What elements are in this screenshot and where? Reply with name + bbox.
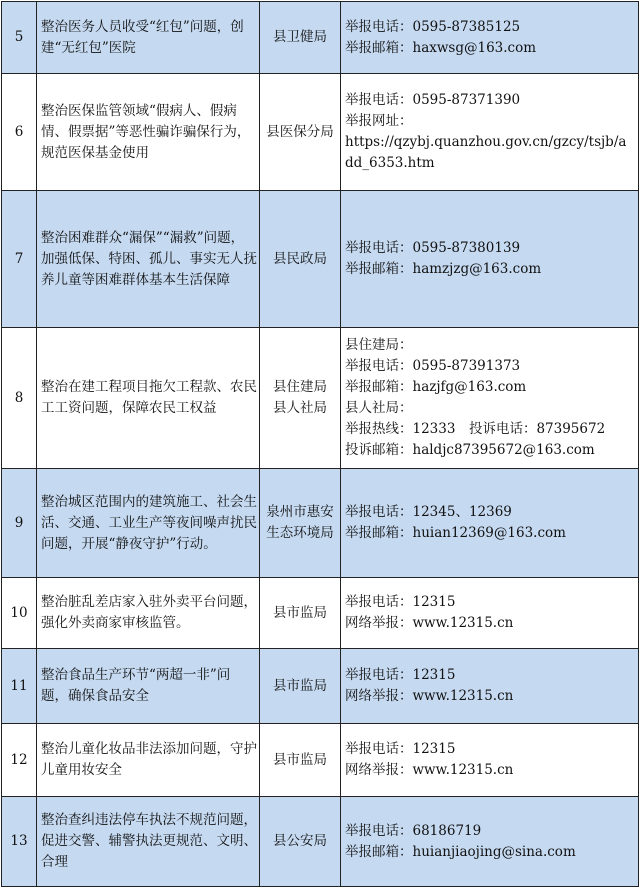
department-name: 泉州市惠安 [266, 504, 334, 520]
task-description: 整治医保监管领域“假病人、假病情、假票据”等恶性骗诈骗保行为，规范医保基金使用 [37, 74, 260, 191]
responsible-department [260, 469, 341, 578]
department-name: 县人社局 [273, 400, 327, 416]
task-table [1, 1, 639, 887]
contact-line: 举报电话：0595-87380139 [345, 240, 521, 256]
table-row [2, 328, 639, 469]
responsible-department [260, 2, 341, 74]
contact-info [341, 797, 639, 887]
contact-line: 举报热线：12333 投诉电话：87395672 [345, 421, 606, 437]
responsible-department [260, 74, 341, 191]
contact-line: 举报电话：0595-87385125 [345, 18, 521, 35]
table-row [2, 469, 639, 578]
responsible-department [260, 724, 341, 797]
contact-info [341, 469, 639, 578]
task-description: 整治困难群众“漏保”“漏救”问题，加强低保、特困、孤儿、事实无人抚养儿童等困难群体基本生活保障 [37, 191, 260, 328]
contact-line: 举报邮箱：huianjiaojing@sina.com [345, 843, 576, 860]
contact-info [341, 649, 639, 724]
department-name: 县公安局 [273, 833, 327, 849]
row-number: 5 [2, 2, 37, 74]
contact-line: 举报邮箱：hazjfg@163.com [345, 379, 527, 395]
table-row [2, 191, 639, 328]
contact-info [341, 191, 639, 328]
row-number: 13 [2, 797, 37, 887]
responsible-department [260, 578, 341, 649]
task-description: 整治脏乱差店家入驻外卖平台问题，强化外卖商家审核监管。 [37, 578, 260, 649]
row-number: 10 [2, 578, 37, 649]
task-description: 整治医务人员收受“红包”问题，创建“无红包”医院 [37, 2, 260, 74]
contact-line: 县人社局： [345, 400, 413, 416]
table-row [2, 797, 639, 887]
contact-line: 举报电话：12315 [345, 741, 456, 757]
row-number: 7 [2, 191, 37, 328]
responsible-department [260, 191, 341, 328]
contact-line: 举报邮箱：hamzjzg@163.com [345, 261, 542, 277]
row-number: 12 [2, 724, 37, 797]
table-row [2, 2, 639, 74]
table-row [2, 74, 639, 191]
responsible-department [260, 328, 341, 469]
contact-line: 网络举报：www.12315.cn [345, 615, 514, 631]
row-number: 11 [2, 649, 37, 724]
contact-line: 投诉邮箱：haldjc87395672@163.com [345, 442, 595, 458]
department-name: 县医保分局 [266, 123, 334, 140]
task-description: 整治在建工程项目拖欠工程款、农民工工资问题，保障农民工权益 [37, 328, 260, 469]
task-description: 整治城区范围内的建筑施工、社会生活、交通、工业生产等夜间噪声扰民问题，开展“静夜守护”行动。 [37, 469, 260, 578]
department-name: 县卫健局 [273, 29, 327, 45]
contact-info [341, 724, 639, 797]
contact-line: 举报电话：12315 [345, 594, 456, 610]
department-name: 县住建局 [273, 379, 327, 395]
department-name: 县市监局 [273, 677, 327, 694]
contact-info [341, 328, 639, 469]
contact-line: 举报邮箱：haxwsg@163.com [345, 39, 537, 56]
row-number: 9 [2, 469, 37, 578]
contact-line: https://qzybj.quanzhou.gov.cn/gzcy/tsjb/add_6353.htm [345, 134, 627, 171]
row-number: 6 [2, 74, 37, 191]
contact-info [341, 578, 639, 649]
department-name: 县市监局 [273, 604, 327, 621]
contact-line: 举报电话：0595-87371390 [345, 92, 521, 108]
contact-line: 举报电话：68186719 [345, 822, 482, 839]
contact-line: 举报网址： [345, 113, 413, 129]
table-row [2, 649, 639, 724]
row-number: 8 [2, 328, 37, 469]
department-name: 生态环境局 [266, 525, 334, 541]
contact-line: 举报电话：0595-87391373 [345, 358, 521, 374]
contact-info [341, 2, 639, 74]
contact-line: 县住建局： [345, 337, 413, 353]
contact-line: 网络举报：www.12315.cn [345, 762, 514, 778]
responsible-department [260, 797, 341, 887]
contact-info [341, 74, 639, 191]
task-description: 整治食品生产环节“两超一非”问题，确保食品安全 [37, 649, 260, 724]
responsible-department [260, 649, 341, 724]
table-row [2, 578, 639, 649]
contact-line: 举报电话：12315 [345, 667, 456, 683]
contact-line: 举报电话：12345、12369 [345, 504, 512, 520]
task-description: 整治儿童化妆品非法添加问题，守护儿童用妆安全 [37, 724, 260, 797]
task-description: 整治查纠违法停车执法不规范问题，促进交警、辅警执法更规范、文明、合理 [37, 797, 260, 887]
department-name: 县市监局 [273, 751, 327, 768]
department-name: 县民政局 [273, 250, 327, 267]
table-body [2, 2, 639, 887]
contact-line: 网络举报：www.12315.cn [345, 688, 514, 704]
table-row [2, 724, 639, 797]
contact-line: 举报邮箱：huian12369@163.com [345, 525, 566, 541]
